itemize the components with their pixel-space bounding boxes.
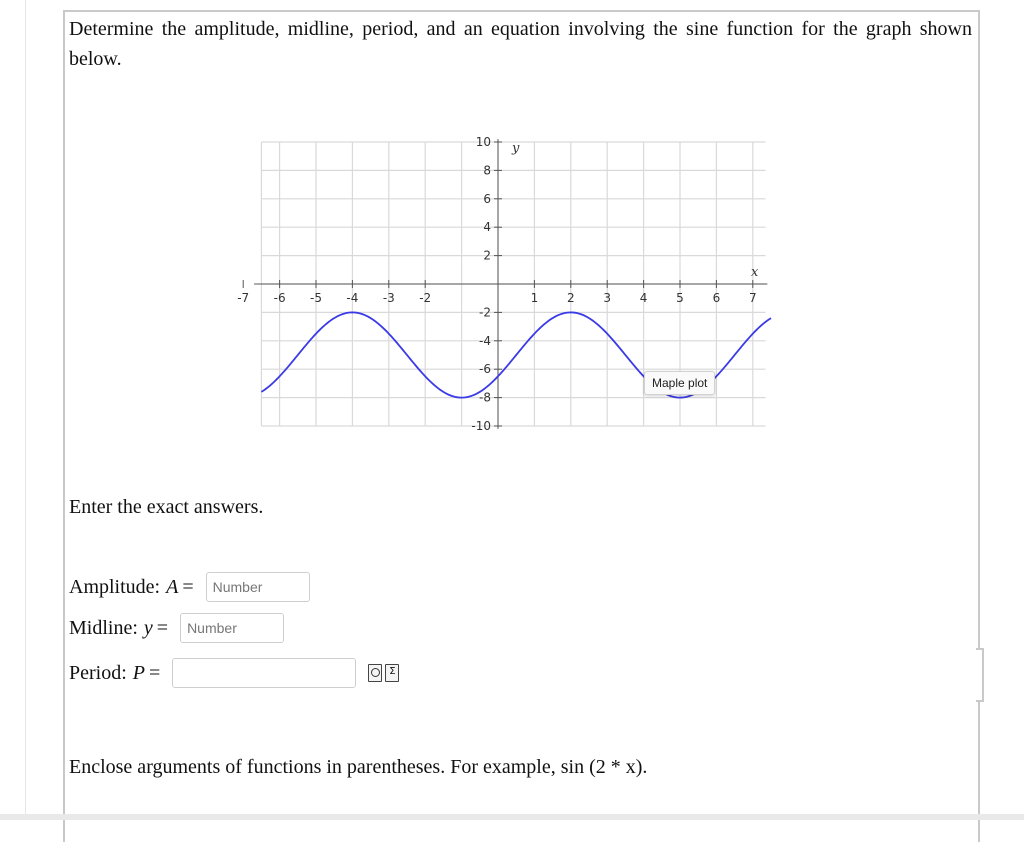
- x-tick-label: 2: [566, 291, 575, 305]
- period-input[interactable]: [172, 658, 356, 688]
- preview-icon[interactable]: [368, 664, 382, 682]
- equation-editor-icon[interactable]: [385, 664, 399, 682]
- x-tick-label: -6: [273, 291, 286, 305]
- question-text: Determine the amplitude, midline, period, and an equation involving the sine function for the graph shown below.: [69, 18, 972, 70]
- midline-label: Midline:: [69, 616, 138, 639]
- math-tools: [368, 664, 399, 682]
- amplitude-var: A: [166, 575, 179, 598]
- midline-equals: =: [156, 616, 169, 639]
- x-tick-label: 5: [676, 291, 684, 305]
- midline-var: y: [143, 616, 153, 639]
- x-tick-label: 7: [748, 291, 757, 305]
- x-tick-label: 3: [603, 291, 612, 305]
- amplitude-label: Amplitude:: [69, 575, 161, 598]
- y-tick-label: -10: [471, 419, 491, 433]
- y-tick-label: 2: [483, 248, 491, 263]
- x-axis-label: x: [750, 265, 759, 280]
- instructions-text: Enter the exact answers.: [69, 496, 264, 518]
- x-tick-label: 6: [712, 291, 721, 305]
- page-left-edge: [25, 0, 26, 820]
- y-tick-label: -6: [479, 362, 491, 377]
- maple-plot-tooltip: Maple plot: [644, 371, 715, 395]
- note-end: .: [642, 756, 648, 778]
- bottom-strip: [0, 814, 1024, 820]
- y-axis-label: y: [512, 140, 520, 156]
- y-tick-label: 10: [475, 135, 491, 149]
- note-example: sin (2 * x): [560, 756, 643, 778]
- y-tick-label: 6: [483, 191, 491, 206]
- y-tick-label: -2: [479, 305, 491, 320]
- x-tick-label: -4: [346, 291, 359, 305]
- x-tick-label: 4: [639, 291, 648, 305]
- note-body: Enclose arguments of functions in parentheses. For example,: [69, 756, 561, 778]
- x-tick-label: -3: [382, 291, 395, 305]
- y-tick-label: -4: [479, 333, 491, 348]
- y-tick-label: -8: [479, 390, 491, 405]
- note-text: [69, 756, 647, 779]
- panel-side-tab: [976, 648, 984, 702]
- amplitude-equals: =: [182, 575, 194, 598]
- period-label: Period:: [69, 661, 127, 684]
- x-tick-label: -7: [237, 291, 250, 305]
- amplitude-input[interactable]: [206, 572, 310, 602]
- period-row: [69, 658, 399, 688]
- amplitude-row: [69, 572, 310, 602]
- x-tick-label: -5: [310, 291, 322, 305]
- x-tick-label: 1: [530, 291, 539, 305]
- midline-row: [69, 613, 284, 643]
- midline-input[interactable]: [180, 613, 284, 643]
- sine-graph: [237, 128, 790, 448]
- y-tick-label: 4: [483, 220, 491, 235]
- period-var: P: [132, 661, 145, 684]
- x-tick-label: -2: [419, 291, 432, 305]
- period-equals: =: [149, 661, 161, 684]
- y-tick-label: 8: [483, 163, 491, 178]
